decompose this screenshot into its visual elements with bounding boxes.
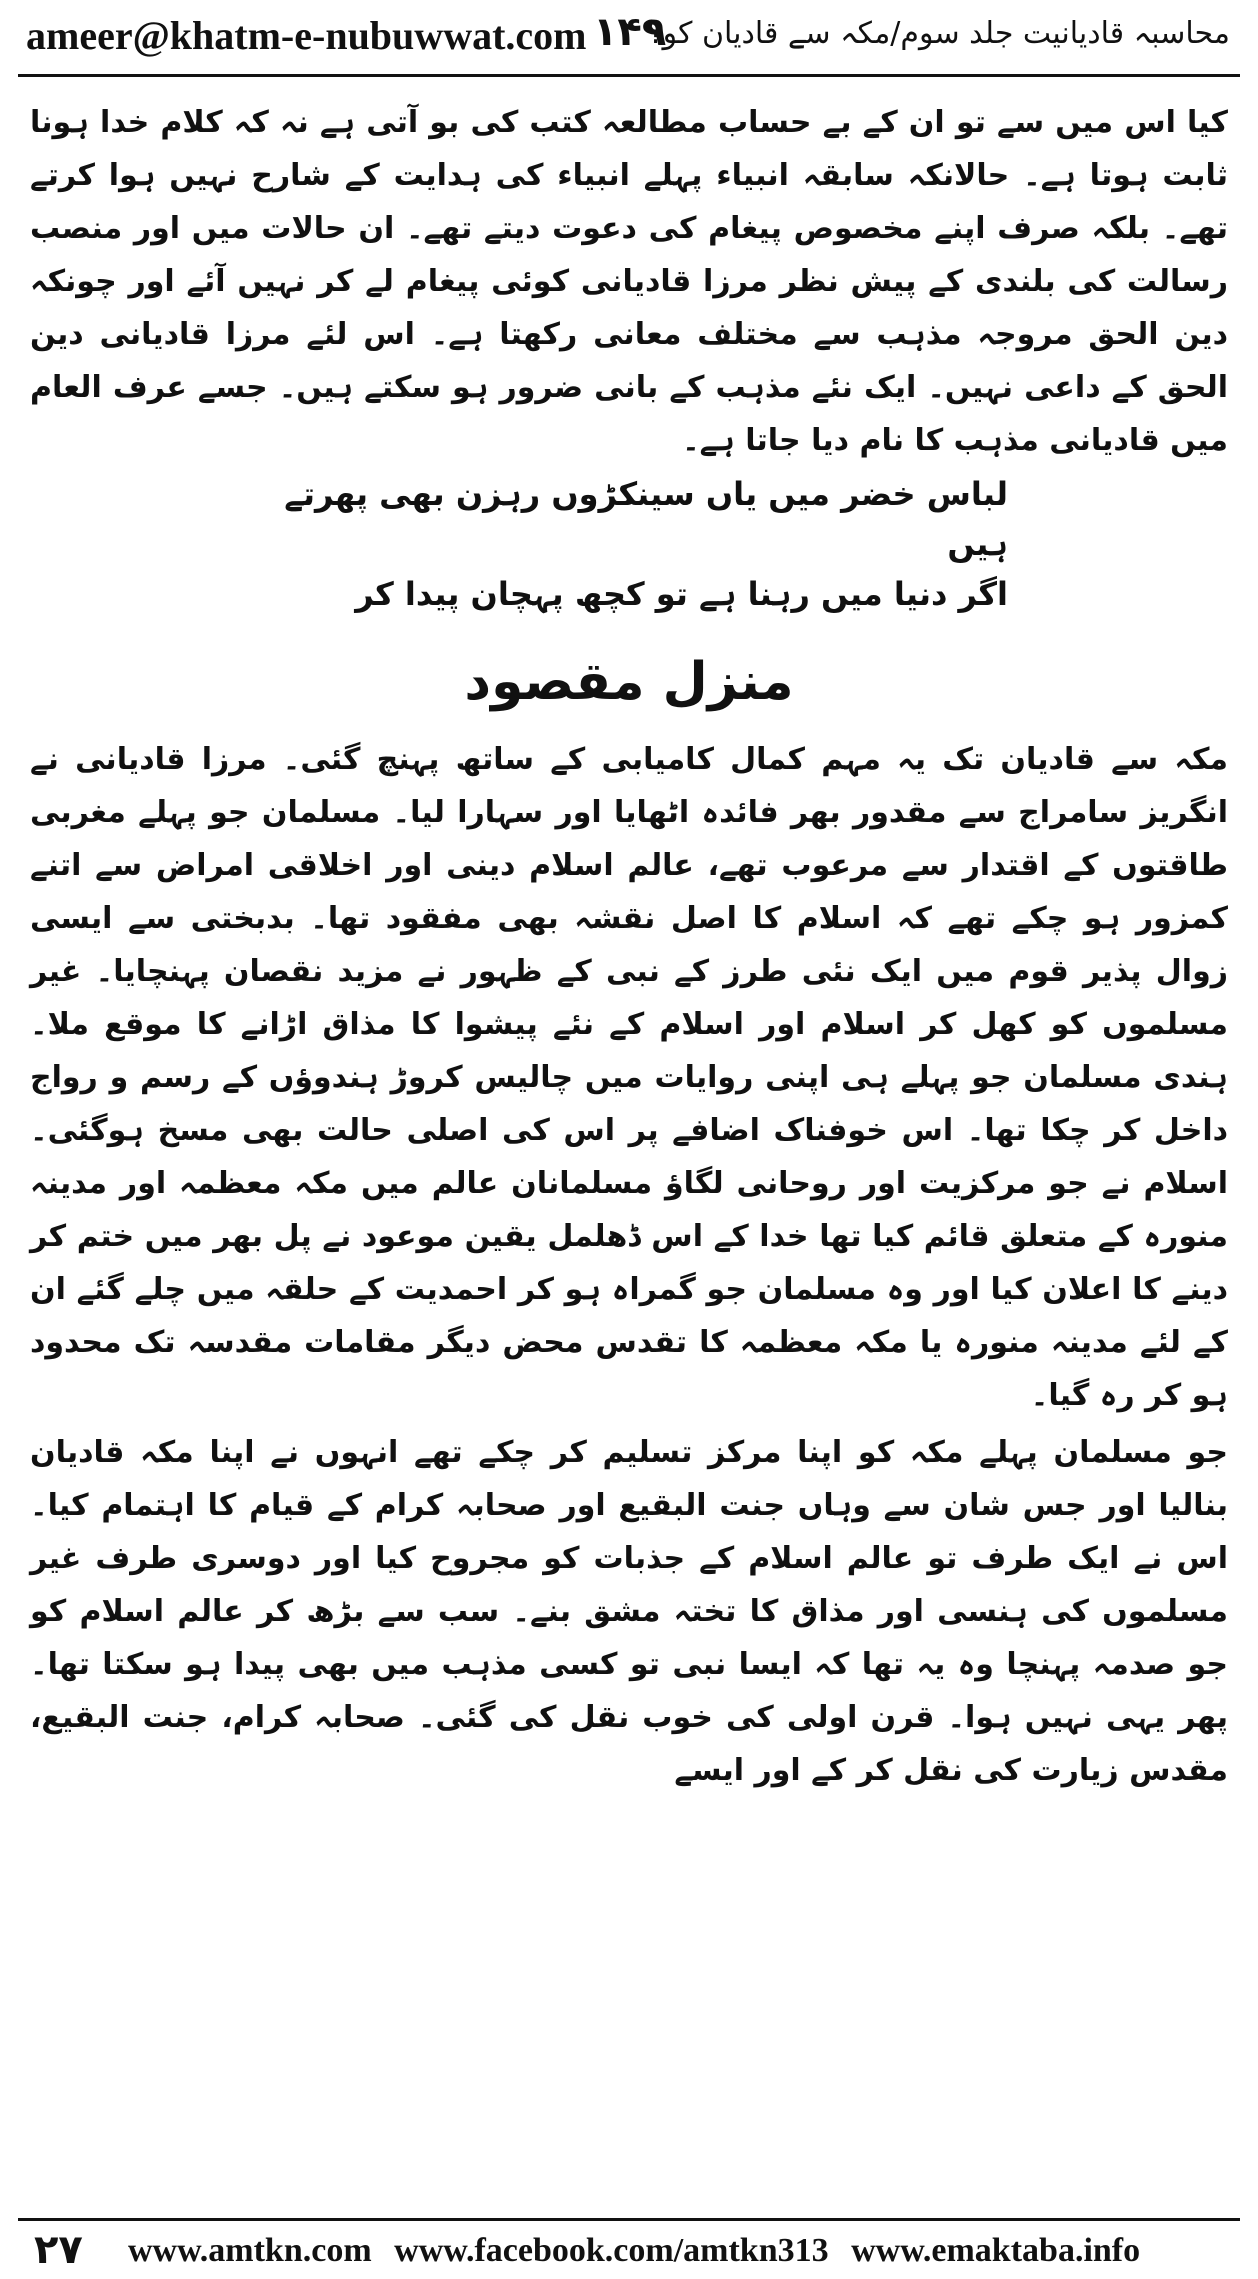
header-page-number: ۱۴۹ xyxy=(593,9,667,55)
page-body xyxy=(30,96,1228,1797)
poetry-couplet xyxy=(248,469,1008,619)
footer-links xyxy=(128,2228,1240,2274)
footer-link-emaktaba[interactable]: www.emaktaba.info xyxy=(851,2232,1141,2269)
header-divider xyxy=(18,74,1240,77)
footer-divider xyxy=(18,2218,1240,2221)
section-heading: منزل مقصود xyxy=(464,652,794,712)
header-email: ameer@khatm-e-nubuwwat.com xyxy=(26,13,587,58)
page-footer xyxy=(18,2224,1240,2276)
paragraph-1: کیا اس میں سے تو ان کے بے حساب مطالعہ کتب کی بو آتی ہے نہ کہ کلام خدا ہونا ثابت ہوتا ہے۔ حالانکہ سابقہ انبیاء پہلے انبیاء کی ہدایت کے شارح نہیں ہوا کرتے تھے۔ بلکہ صرف اپنے مخصوص پیغام کی دعوت دیتے تھے۔ ان حالات میں اور منصب رسالت کی بلندی کے پیش نظر مرزا قادیانی کوئی پیغام لے کر نہیں آئے اور چونکہ دین الحق مروجہ مذہب سے مختلف معانی رکھتا ہے۔ اس لئے مرزا قادیانی دین الحق کے داعی نہیں۔ ایک نئے مذہب کے بانی ضرور ہو سکتے ہیں۔ جسے عرف العام میں قادیانی مذہب کا نام دیا جاتا ہے۔ xyxy=(30,105,1228,458)
page-header xyxy=(18,0,1240,74)
footer-page-number: ۲۷ xyxy=(34,2227,83,2273)
footer-link-amtkn[interactable]: www.amtkn.com xyxy=(128,2232,372,2269)
running-title: محاسبہ قادیانیت جلد سوم/مکہ سے قادیان کو؟ xyxy=(646,16,1230,51)
verse-line-1: لباس خضر میں یاں سینکڑوں رہزن بھی پھرتے ہیں xyxy=(284,475,1008,563)
footer-link-facebook[interactable]: www.facebook.com/amtkn313 xyxy=(394,2232,829,2269)
verse-line-2: اگر دنیا میں رہنا ہے تو کچھ پہچان پیدا کر xyxy=(355,575,1008,613)
paragraph-3: جو مسلمان پہلے مکہ کو اپنا مرکز تسلیم کر چکے تھے انہوں نے اپنا مکہ قادیان بنالیا اور جس شان سے وہاں جنت البقیع اور صحابہ کرام کے قیام کا اہتمام کیا۔ اس نے ایک طرف تو عالم اسلام کے جذبات کو مجروح کیا اور دوسری طرف غیر مسلموں کی ہنسی اور مذاق کا تختہ مشق بنے۔ سب سے بڑھ کر عالم اسلام کو جو صدمہ پہنچا وہ یہ تھا کہ ایسا نبی تو کسی مذہب میں بھی پیدا ہو سکتا تھا۔ پھر یہی نہیں ہوا۔ قرن اولی کی خوب نقل کی گئی۔ صحابہ کرام، جنت البقیع، مقدس زیارت کی نقل کر کے اور ایسے xyxy=(30,1435,1228,1788)
paragraph-2: مکہ سے قادیان تک یہ مہم کمال کامیابی کے ساتھ پہنچ گئی۔ مرزا قادیانی نے انگریز سامراج سے مقدور بھر فائدہ اٹھایا اور سہارا لیا۔ مسلمان جو پہلے مغربی طاقتوں کے اقتدار سے مرعوب تھے، عالم اسلام دینی اور اخلاقی امراض سے اتنے کمزور ہو چکے تھے کہ اسلام کا اصل نقشہ بھی مفقود تھا۔ بدبختی سے ایسی زوال پذیر قوم میں ایک نئی طرز کے نبی کے ظہور نے مزید نقصان پہنچایا۔ غیر مسلموں کو کھل کر اسلام اور اسلام کے نئے پیشوا کا مذاق اڑانے کا موقع ملا۔ ہندی مسلمان جو پہلے ہی اپنی روایات میں چالیس کروڑ ہندوؤں کے رسم و رواج داخل کر چکا تھا۔ اس خوفناک اضافے پر اس کی اصلی حالت بھی مسخ ہوگئی۔ اسلام نے جو مرکزیت اور روحانی لگاؤ مسلمانان عالم میں مکہ معظمہ اور مدینہ منورہ کے متعلق قائم کیا تھا خدا کے اس ڈھلمل یقین موعود نے پل بھر میں ختم کر دینے کا اعلان کیا اور وہ مسلمان جو گمراہ ہو کر احمدیت کے حلقہ میں چلے گئے ان کے لئے مدینہ منورہ یا مکہ معظمہ کا تقدس محض دیگر مقامات مقدسہ تک محدود ہو کر رہ گیا۔ xyxy=(30,742,1228,1413)
